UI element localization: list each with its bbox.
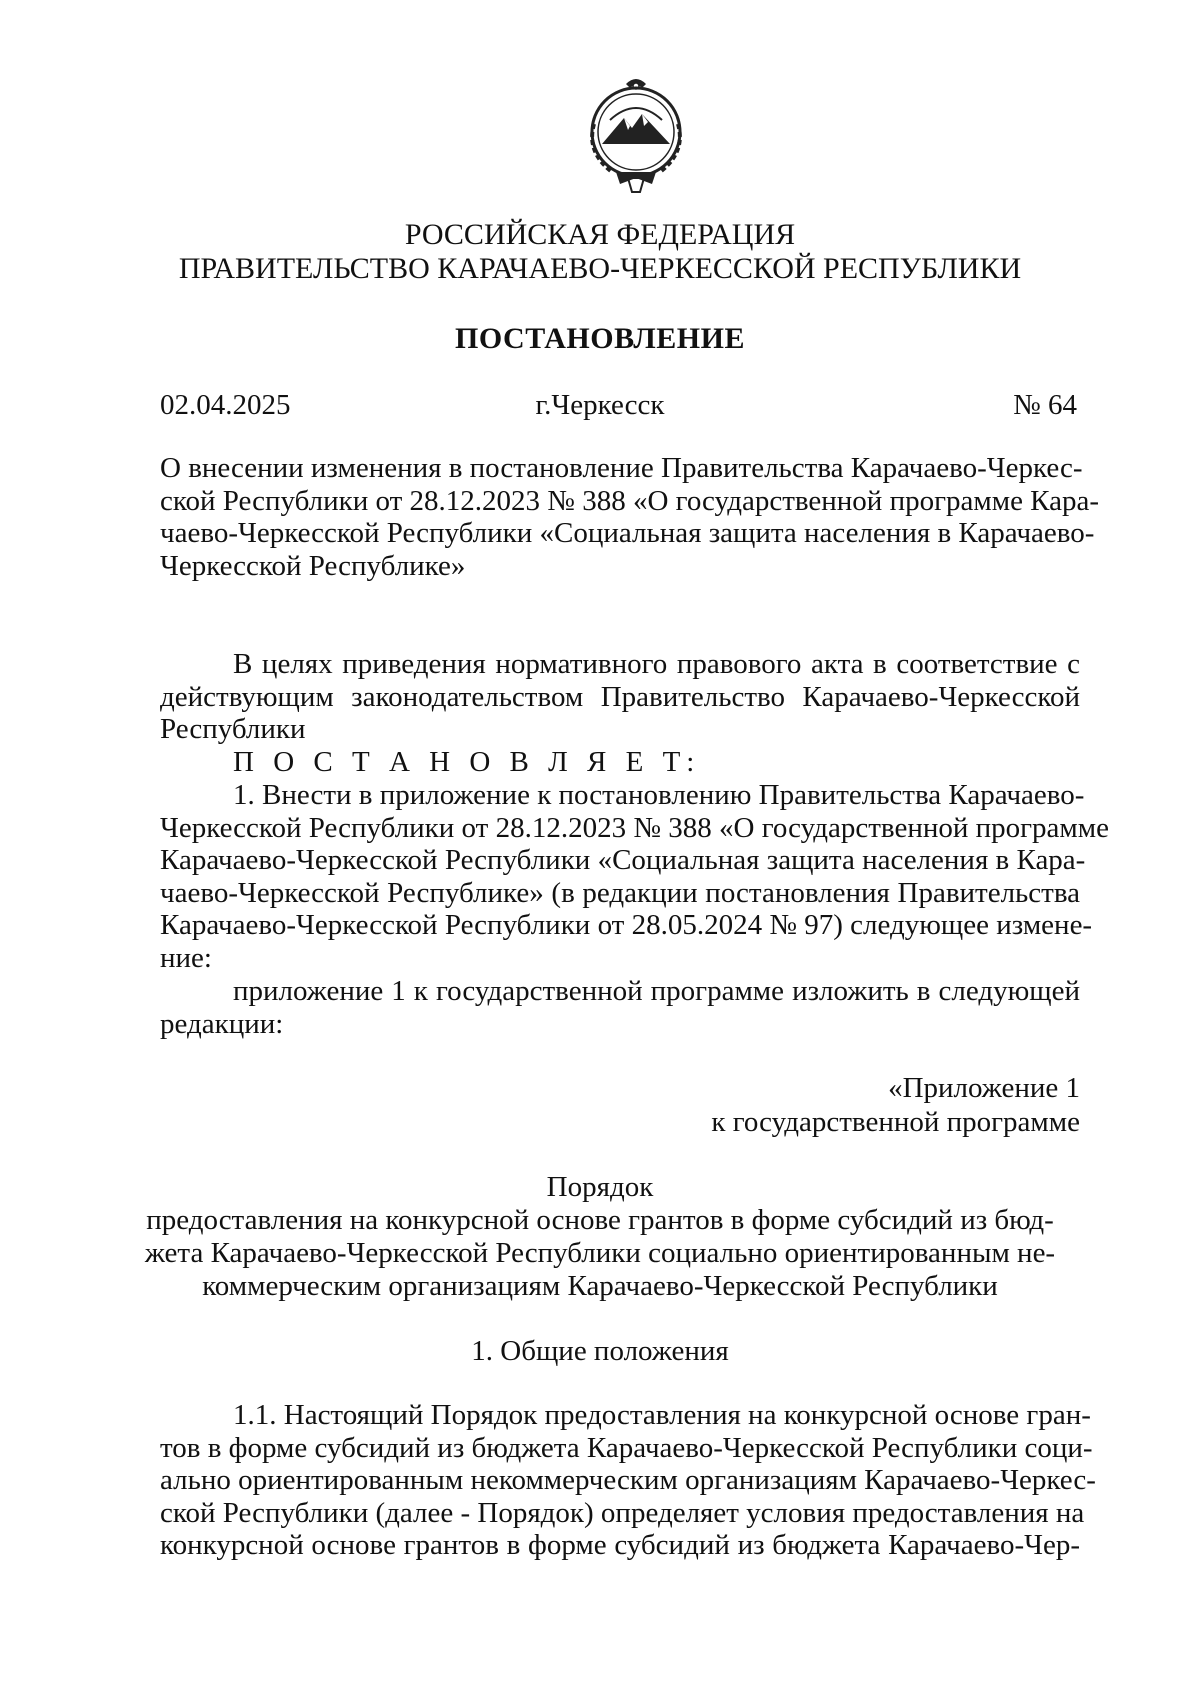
item-1-paragraph [160,779,1109,975]
document-date: 02.04.2025 [160,389,291,421]
item-1-line: чаево-Черкесской Республике» (в редакции постановления Правительства [160,876,1080,909]
document-subject [160,452,1100,582]
item-1-line: Карачаево-Черкесской Республики от 28.05.2024 № 97) следующее измене- [160,909,1093,942]
preamble-paragraph [160,648,1080,746]
section-1-1-line: конкурсной основе грантов в форме субсидий из бюджета Карачаево-Чер- [160,1529,1080,1562]
item-1-line: 1. Внести в приложение к постановлению Правительства Карачаево- [233,779,1085,811]
item-1-change-paragraph [160,975,1080,1040]
subject-line: ской Республики от 28.12.2023 № 388 «О государственной программе Кара- [160,484,1100,517]
decree-word: П О С Т А Н О В Л Я Е Т: [233,746,701,778]
preamble-line: действующим законодательством Правительство Карачаево-Черкесской [160,680,1080,713]
coat-of-arms-emblem [572,74,700,202]
section-1-1-line: 1.1. Настоящий Порядок предоставления на конкурсной основе гран- [233,1399,1091,1431]
procedure-title: Порядок [546,1171,654,1203]
subject-line: Черкесской Республике» [160,549,466,582]
appendix-label: «Приложение 1 [888,1072,1080,1104]
document-type-title: ПОСТАНОВЛЕНИЕ [455,322,745,355]
item-1-line: ние: [160,941,212,974]
item-1-change-line: редакции: [160,1007,284,1040]
appendix-program-label: к государственной программе [711,1106,1080,1138]
header-government: ПРАВИТЕЛЬСТВО КАРАЧАЕВО-ЧЕРКЕССКОЙ РЕСПУБЛИКИ [178,252,1022,285]
section-1-1-line: тов в форме субсидий из бюджета Карачаево-Черкесской Республики соци- [160,1431,1093,1464]
header-country: РОССИЙСКАЯ ФЕДЕРАЦИЯ [404,218,796,251]
section-1-1-line: ально ориентированным некоммерческим организациям Карачаево-Черкес- [160,1464,1096,1497]
document-number: № 64 [1013,389,1077,421]
item-1-change-line: приложение 1 к государственной программе изложить в следующей [233,975,1080,1007]
preamble-line: Республики [160,713,306,746]
document-city: г.Черкесск [535,389,665,421]
section-1-title: 1. Общие положения [471,1335,729,1367]
subject-line: чаево-Черкесской Республики «Социальная защита населения в Карачаево- [160,517,1095,550]
procedure-subtitle-line: коммерческим организациям Карачаево-Черкесской Республики [202,1270,998,1302]
procedure-subtitle-line: жета Карачаево-Черкесской Республики социально ориентированным не- [144,1237,1056,1269]
subject-line: О внесении изменения в постановление Правительства Карачаево-Черкес- [160,452,1083,484]
procedure-subtitle-line: предоставления на конкурсной основе грантов в форме субсидий из бюд- [146,1204,1054,1236]
decree-word-block [160,746,1080,779]
section-1-1-line: ской Республики (далее - Порядок) определяет условия предоставления на [160,1496,1085,1529]
item-1-line: Черкесской Республики от 28.12.2023 № 388 «О государственной программе [160,811,1109,844]
preamble-line: В целях приведения нормативного правового акта в соответствие с [233,648,1080,680]
section-1-1-paragraph [160,1399,1096,1562]
item-1-line: Карачаево-Черкесской Республики «Социальная защита населения в Кара- [160,844,1086,877]
